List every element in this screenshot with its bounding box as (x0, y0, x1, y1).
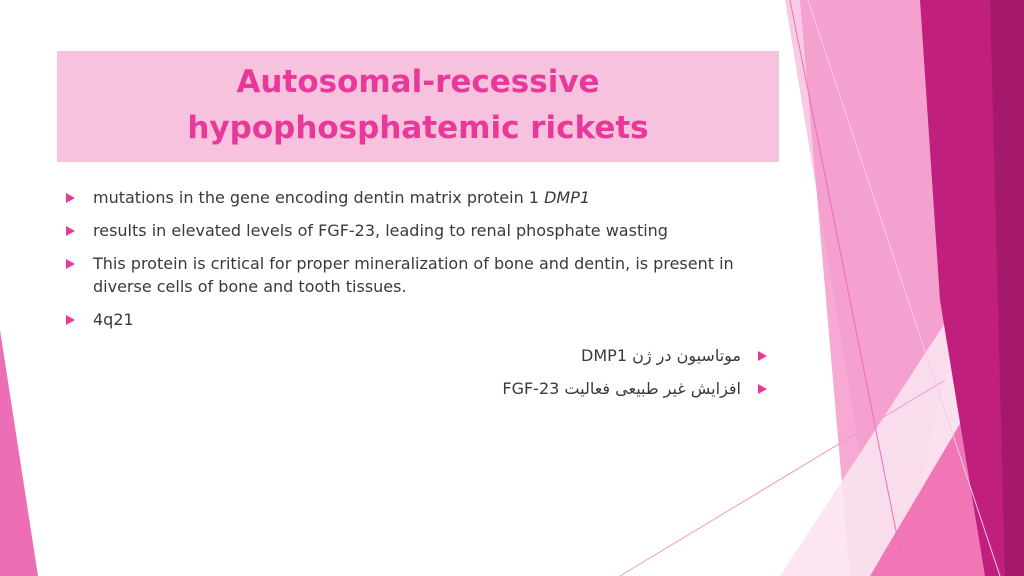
left-decor-shape (0, 330, 38, 576)
bullet-emphasis: DMP1 (544, 188, 591, 207)
bullet-text: results in elevated levels of FGF-23, leading to renal phosphate wasting (93, 221, 668, 240)
triangle-right-icon (758, 384, 767, 394)
rtl-bullet-text: افزایش غیر طبیعی فعالیت FGF-23 (502, 379, 741, 398)
bullet-item (66, 252, 778, 298)
rtl-bullet-item (300, 344, 770, 367)
bullet-list (66, 186, 778, 341)
rtl-bullet-text: موتاسیون در ژن DMP1 (581, 346, 741, 365)
rtl-bullet-list (300, 344, 770, 410)
slide-title-line: Autosomal-recessive (236, 64, 600, 100)
bullet-text: 4q21 (93, 310, 134, 329)
bullet-item (66, 186, 778, 209)
bullet-text: This protein is critical for proper mineralization of bone and dentin, is present in diverse cells of bone and tooth tissues. (93, 254, 734, 296)
triangle-right-icon (66, 259, 75, 269)
rtl-bullet-item (300, 377, 770, 400)
title-band (57, 51, 779, 162)
bullet-item (66, 308, 778, 331)
slide-title (57, 59, 779, 151)
triangle-right-icon (66, 226, 75, 236)
bullet-item (66, 219, 778, 242)
triangle-right-icon (758, 351, 767, 361)
triangle-right-icon (66, 193, 75, 203)
bullet-text: mutations in the gene encoding dentin matrix protein 1 (93, 188, 545, 207)
triangle-right-icon (66, 315, 75, 325)
slide-title-line: hypophosphatemic rickets (187, 110, 649, 146)
